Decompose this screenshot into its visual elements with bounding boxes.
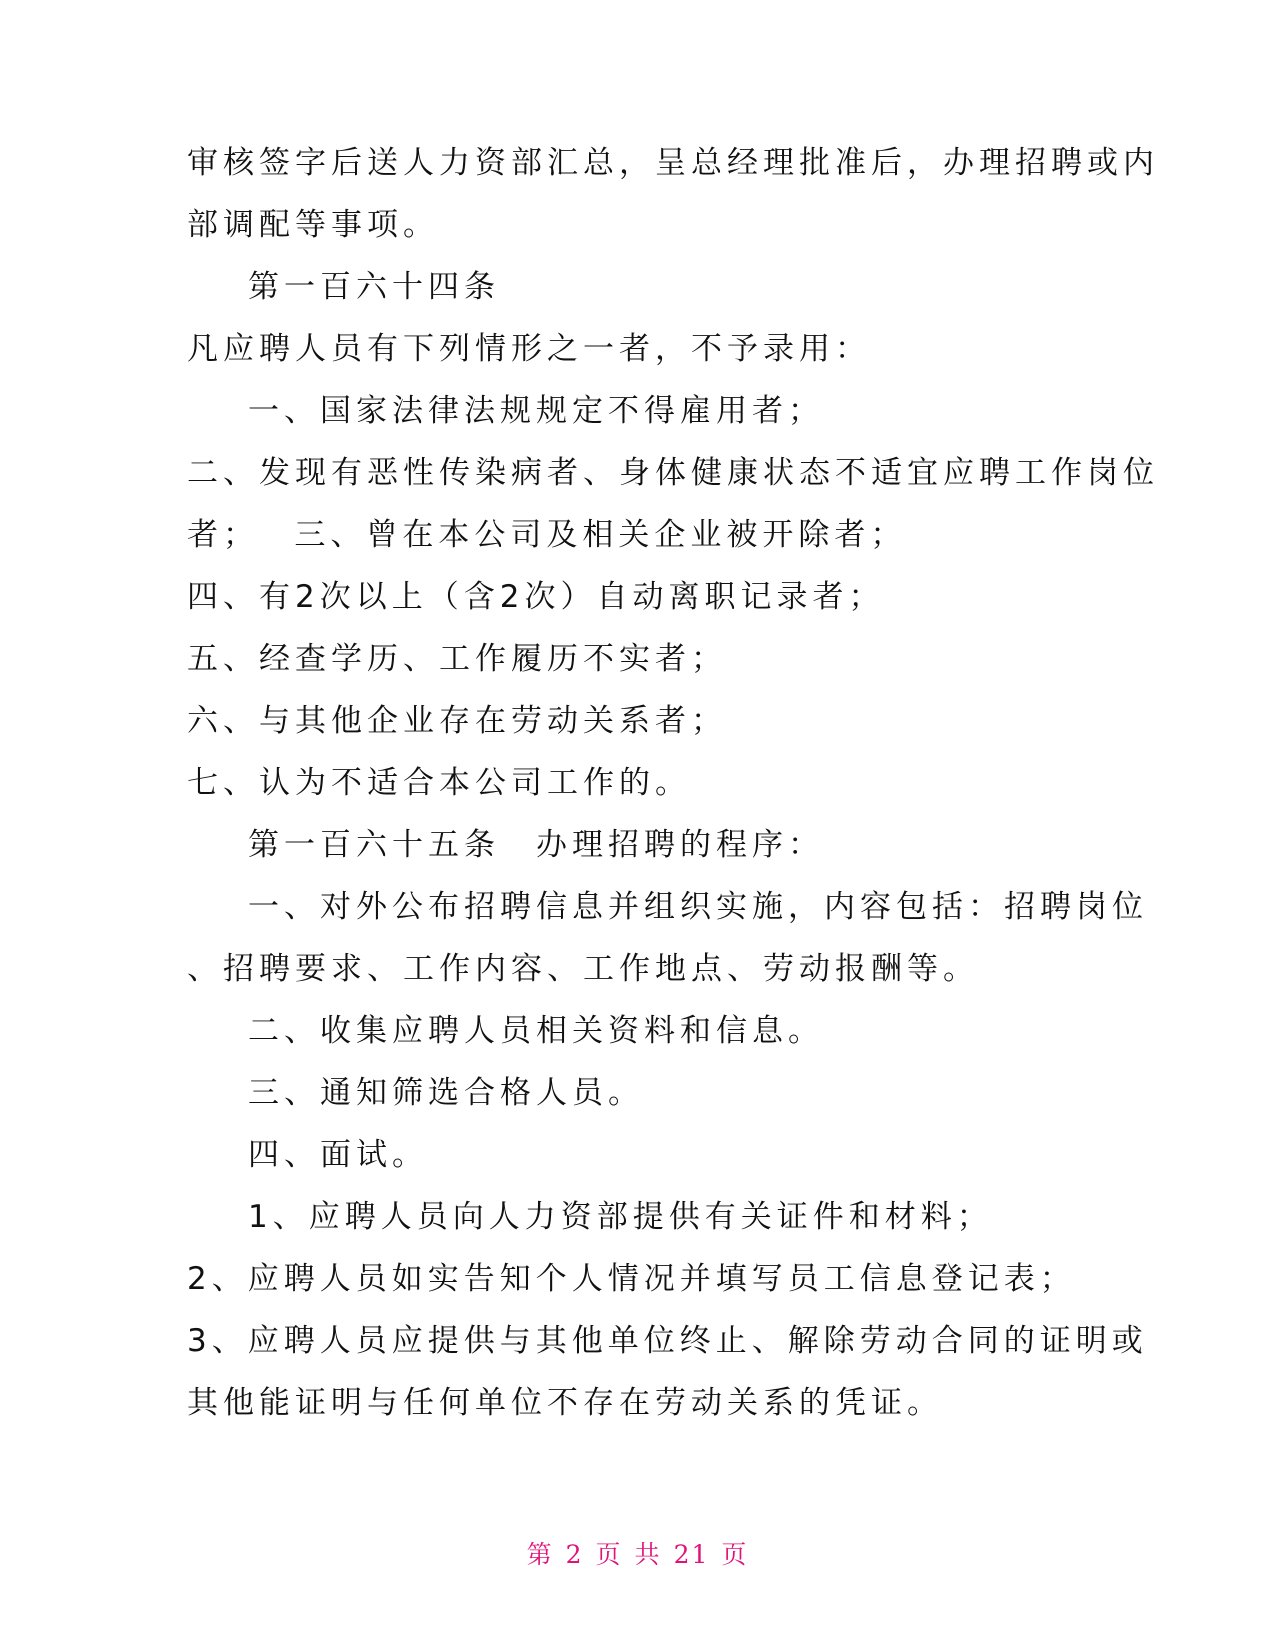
article-heading: 第一百六十四条 [248, 269, 500, 305]
list-item: 七、认为不适合本公司工作的。 [187, 765, 691, 801]
list-item: 四、面试。 [248, 1137, 428, 1173]
text-line: 部调配等事项。 [187, 207, 439, 243]
list-item: 者； 三、曾在本公司及相关企业被开除者； [187, 517, 907, 553]
text-line: 凡应聘人员有下列情形之一者，不予录用： [187, 331, 871, 367]
footer-page-number: 2 [565, 1540, 584, 1569]
footer-page-prefix: 第 [526, 1540, 554, 1569]
article-heading: 第一百六十五条 办理招聘的程序： [248, 827, 824, 863]
list-item: 三、通知筛选合格人员。 [248, 1075, 644, 1111]
list-item: 2、应聘人员如实告知个人情况并填写员工信息登记表； [187, 1261, 1076, 1297]
footer-total-prefix: 共 [634, 1540, 662, 1569]
list-item: 一、国家法律法规规定不得雇用者； [248, 393, 824, 429]
footer-total-pages: 21 [673, 1540, 710, 1569]
footer-page-unit: 页 [595, 1540, 623, 1569]
text-line: 、招聘要求、工作内容、工作地点、劳动报酬等。 [187, 951, 979, 987]
list-item: 1、应聘人员向人力资部提供有关证件和材料； [248, 1199, 993, 1235]
text-line: 审核签字后送人力资部汇总，呈总经理批准后，办理招聘或内 [187, 145, 1159, 181]
list-item: 二、收集应聘人员相关资料和信息。 [248, 1013, 824, 1049]
footer-total-unit: 页 [721, 1540, 749, 1569]
page-footer [0, 1535, 1275, 1571]
text-line: 其他能证明与任何单位不存在劳动关系的凭证。 [187, 1385, 943, 1421]
list-item: 四、有2次以上（含2次）自动离职记录者； [187, 579, 885, 615]
list-item: 二、发现有恶性传染病者、身体健康状态不适宜应聘工作岗位 [187, 455, 1159, 491]
list-item: 3、应聘人员应提供与其他单位终止、解除劳动合同的证明或 [187, 1323, 1148, 1359]
list-item: 一、对外公布招聘信息并组织实施，内容包括：招聘岗位 [248, 889, 1148, 925]
list-item: 六、与其他企业存在劳动关系者； [187, 703, 727, 739]
list-item: 五、经查学历、工作履历不实者； [187, 641, 727, 677]
